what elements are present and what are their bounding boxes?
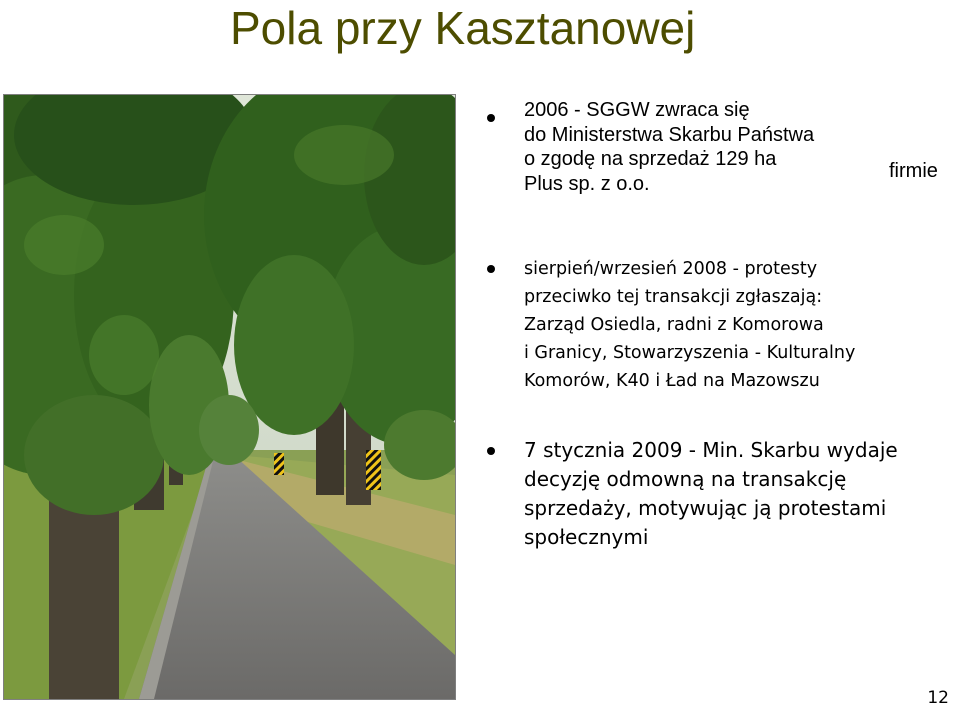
bullet-1-line-4: Plus sp. z o.o. — [524, 172, 650, 195]
bullet-2-line-5: Komorów, K40 i Ład na Mazowszu — [524, 371, 820, 391]
bullet-marker-2 — [487, 265, 495, 273]
chestnut-avenue-photo — [3, 94, 456, 700]
bullet-3-line-1: 7 stycznia 2009 - Min. Skarbu wydaje — [524, 438, 898, 462]
page-number: 12 — [927, 688, 949, 708]
bullet-1-side-text: firmie — [889, 160, 938, 182]
bullet-2-line-4: i Granicy, Stowarzyszenia - Kulturalny — [524, 343, 856, 363]
bullet-2-line-1: sierpień/wrzesień 2008 - protesty — [524, 259, 818, 279]
bullet-3-line-3: sprzedaży, motywując ją protestami — [524, 496, 887, 520]
bullet-text-3 — [524, 436, 954, 552]
bullet-3-line-4: społecznymi — [524, 525, 649, 549]
bullet-marker-1 — [487, 114, 495, 122]
bullet-text-2 — [524, 255, 954, 395]
bullet-2-line-2: przeciwko tej transakcji zgłaszają: — [524, 287, 823, 307]
bullet-1-line-1: 2006 - SGGW zwraca się — [524, 99, 750, 121]
bullet-3-line-2: decyzję odmowną na transakcję — [524, 467, 847, 491]
slide-title: Pola przy Kasztanowej — [230, 2, 696, 54]
bullet-1-line-3: o zgodę na sprzedaż 129 ha — [524, 148, 777, 170]
bullet-2-line-3: Zarząd Osiedla, radni z Komorowa — [524, 315, 824, 335]
bullet-marker-3 — [487, 447, 495, 455]
bullet-1-line-2: do Ministerstwa Skarbu Państwa — [524, 123, 815, 146]
